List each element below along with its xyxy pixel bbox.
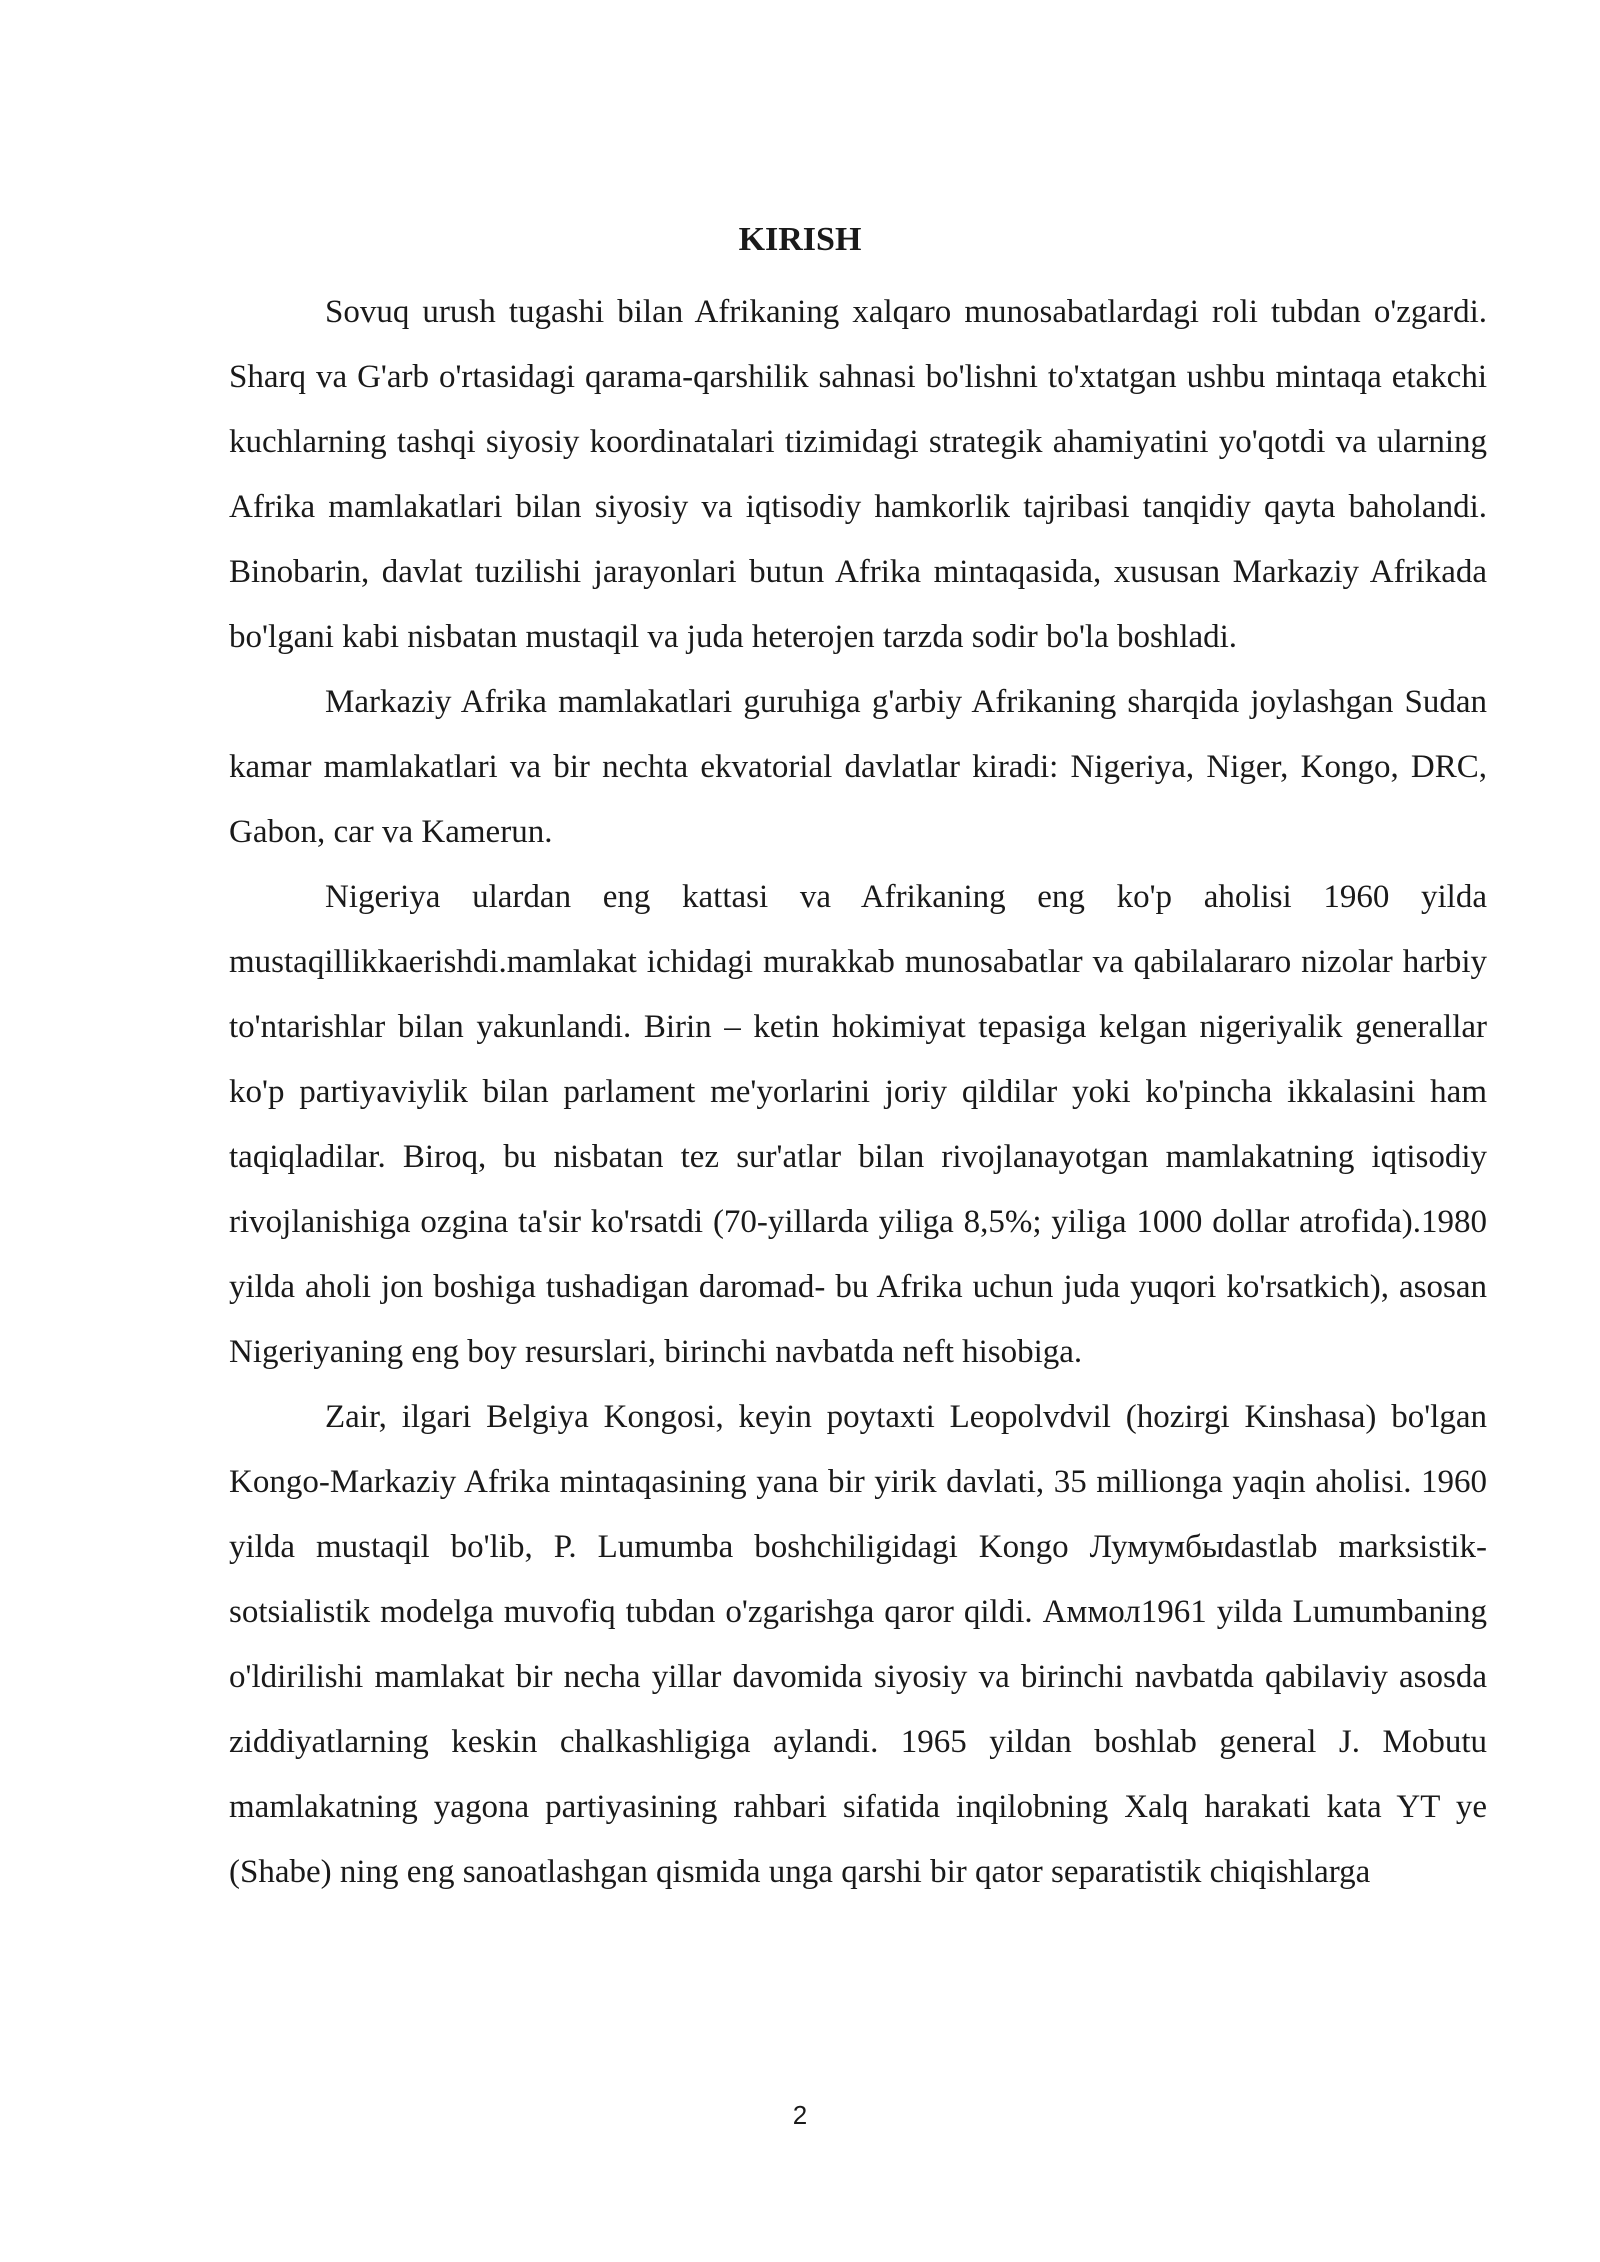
paragraph-3: Nigeriya ulardan eng kattasi va Afrikaning eng ko'p aholisi 1960 yilda mustaqillikkaerishdi.mamlakat ichidagi murakkab munosabatlar va qabilalararo nizolar harbiy to'ntarishlar bilan yakunlandi. Birin – ketin hokimiyat tepasiga kelgan nigeriyalik generallar ko'p partiyaviylik bilan parlament me'yorlarini joriy qildilar yoki ko'pincha ikkalasini ham taqiqladilar. Biroq, bu nisbatan tez sur'atlar bilan rivojlanayotgan mamlakatning iqtisodiy rivojlanishiga ozgina ta'sir ko'rsatdi (70-yillarda yiliga 8,5%; yiliga 1000 dollar atrofida).1980 yilda aholi jon boshiga tushadigan daromad- bu Afrika uchun juda yuqori ko'rsatkich), asosan Nigeriyaning eng boy resurslari, birinchi navbatda neft hisobiga. <box>229 879 1487 1370</box>
paragraph-1: Sovuq urush tugashi bilan Afrikaning xalqaro munosabatlardagi roli tubdan o'zgardi. Sharq va G'arb o'rtasidagi qarama-qarshilik sahnasi bo'lishni to'xtatgan ushbu mintaqa etakchi kuchlarning tashqi siyosiy koordinatalari tizimidagi strategik ahamiyatini yo'qotdi va ularning Afrika mamlakatlari bilan siyosiy va iqtisodiy hamkorlik tajribasi tanqidiy qayta baholandi. Binobarin, davlat tuzilishi jarayonlari butun Afrika mintaqasida, xususan Markaziy Afrikada bo'lgani kabi nisbatan mustaqil va juda heterojen tarzda sodir bo'la boshladi. <box>229 294 1487 655</box>
page-title: KIRISH <box>738 221 862 258</box>
paragraph-4: Zair, ilgari Belgiya Kongosi, keyin poytaxti Leopolvdvil (hozirgi Kinshasa) bo'lgan Kongo-Markaziy Afrika mintaqasining yana bir yirik davlati, 35 millionga yaqin aholisi. 1960 yilda mustaqil bo'lib, P. Lumumba boshchiligidagi Kongo Лумумбыdastlab marksistik-sotsialistik modelga muvofiq tubdan o'zgarishga qaror qildi. Аммол1961 yilda Lumumbaning o'ldirilishi mamlakat bir necha yillar davomida siyosiy va birinchi navbatda qabilaviy asosda ziddiyatlarning keskin chalkashligiga aylandi. 1965 yildan boshlab general J. Mobutu mamlakatning yagona partiyasining rahbari sifatida inqilobning Xalq harakati kata YT ye (Shabe) ning eng sanoatlashgan qismida unga qarshi bir qator separatistik chiqishlarga <box>229 1399 1487 1890</box>
page-number: 2 <box>792 2100 808 2130</box>
paragraph-2: Markaziy Afrika mamlakatlari guruhiga g'arbiy Afrikaning sharqida joylashgan Sudan kamar mamlakatlari va bir nechta ekvatorial davlatlar kiradi: Nigeriya, Niger, Kongo, DRC, Gabon, car va Kamerun. <box>229 684 1487 850</box>
body-text <box>229 280 1487 1905</box>
